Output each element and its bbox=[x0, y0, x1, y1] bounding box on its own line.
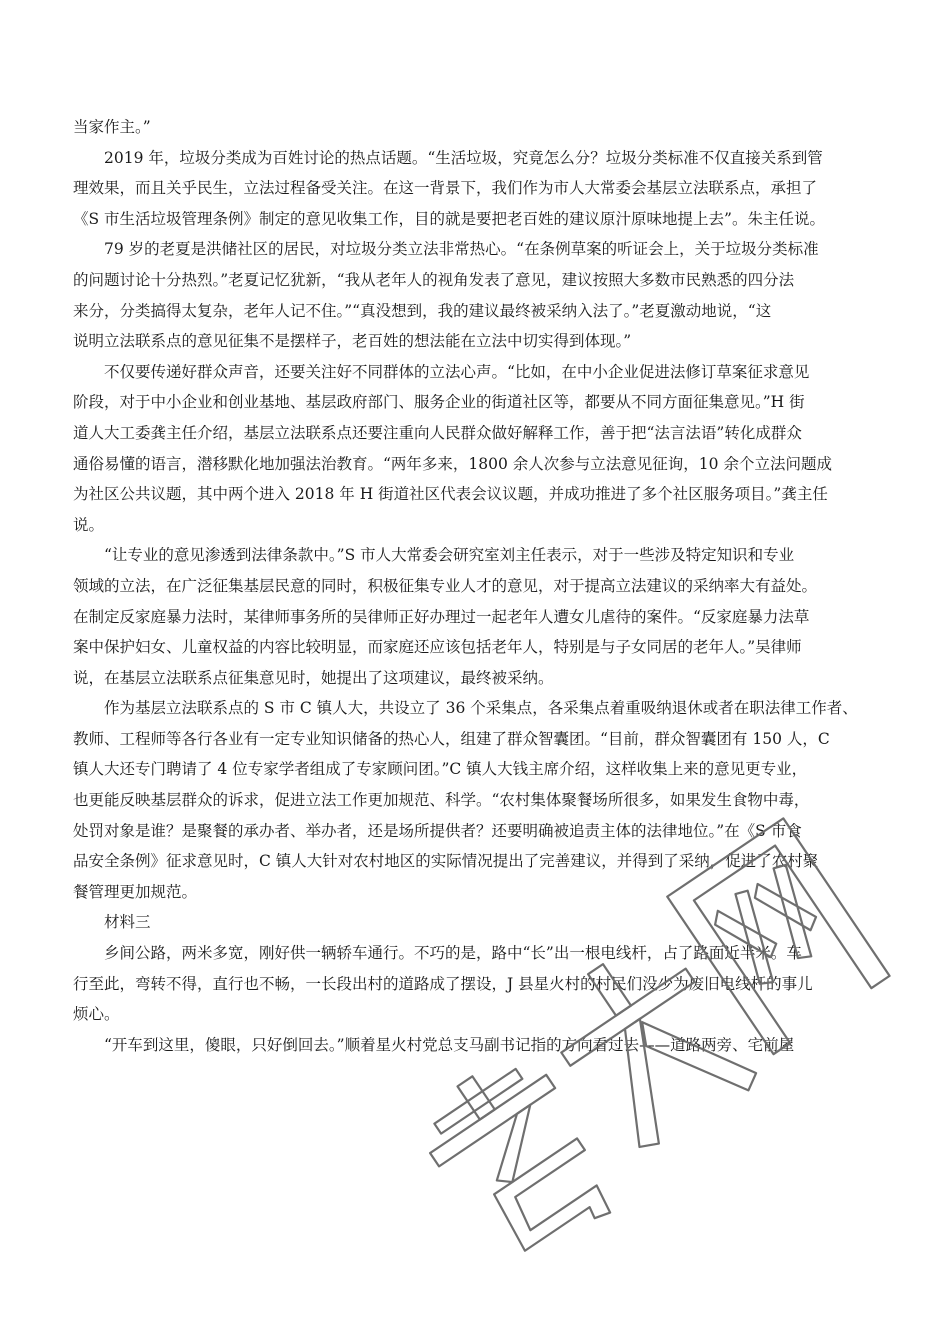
text-line: 不仅要传递好群众声音，还要关注好不同群体的立法心声。“比如，在中小企业促进法修订草案征求意见 bbox=[104, 362, 810, 381]
text-line: 的问题讨论十分热烈。”老夏记忆犹新，“我从老年人的视角发表了意见，建议按照大多数市民熟悉的四分法 bbox=[73, 270, 795, 289]
text-line: 79 岁的老夏是洪储社区的居民，对垃圾分类立法非常热心。“在条例草案的听证会上，关于垃圾分类标准 bbox=[104, 240, 819, 259]
text-line: 《S 市生活垃圾管理条例》制定的意见收集工作，目的就是要把老百姓的建议原汁原味地提上去”。朱主任说。 bbox=[73, 209, 825, 228]
text-line: 乡间公路，两米多宽，刚好供一辆轿车通行。不巧的是，路中“长”出一根电线杆，占了路面近半米。车 bbox=[104, 944, 802, 963]
text-line: 材料三 bbox=[104, 913, 151, 932]
text-line: 为社区公共议题，其中两个进入 2018 年 H 街道社区代表会议议题，并成功推进了多个社区服务项目。”龚主任 bbox=[73, 485, 828, 504]
text-line: 来分，分类搞得太复杂，老年人记不住。”“真没想到，我的建议最终被采纳入法了。”老夏激动地说，“这 bbox=[73, 301, 772, 320]
text-line: 说，在基层立法联系点征集意见时，她提出了这项建议，最终被采纳。 bbox=[73, 668, 554, 687]
text-line: 品安全条例》征求意见时，C 镇人大针对农村地区的实际情况提出了完善建议，并得到了采纳，促进了农村聚 bbox=[73, 852, 819, 871]
document-body bbox=[73, 112, 893, 1060]
text-line: 领域的立法，在广泛征集基层民意的同时，积极征集专业人才的意见，对于提高立法建议的采纳率大有益处。 bbox=[73, 576, 818, 595]
text-line: 餐管理更加规范。 bbox=[73, 882, 198, 901]
text-line: 作为基层立法联系点的 S 市 C 镇人大，共设立了 36 个采集点，各采集点着重吸纳退休或者在职法律工作者、 bbox=[104, 699, 858, 718]
text-line: 案中保护妇女、儿童权益的内容比较明显，而家庭还应该包括老年人，特别是与子女同居的老年人。”吴律师 bbox=[73, 638, 802, 657]
text-line: 行至此，弯转不得，直行也不畅，一长段出村的道路成了摆设，J 县星火村的村民们没少为废旧电线杆的事儿 bbox=[73, 974, 813, 993]
text-line: 在制定反家庭暴力法时，某律师事务所的吴律师正好办理过一起老年人遭女儿虐待的案件。“反家庭暴力法草 bbox=[73, 607, 810, 626]
text-line: 烦心。 bbox=[73, 1005, 120, 1024]
text-line: 当家作主。” bbox=[73, 118, 151, 136]
watermark-char-1 bbox=[408, 1042, 630, 1278]
text-line: “让专业的意见渗透到法律条款中。”S 市人大常委会研究室刘主任表示，对于一些涉及特定知识和专业 bbox=[104, 546, 795, 565]
text-line: 理效果，而且关乎民生，立法过程备受关注。在这一背景下，我们作为市人大常委会基层立法联系点，承担了 bbox=[73, 179, 818, 198]
text-line: 通俗易懂的语言，潜移默化地加强法治教育。“两年多来，1800 余人次参与立法意见征询，10 余个立法问题成 bbox=[73, 454, 832, 473]
text-line: “开车到这里，傻眼，只好倒回去。”顺着星火村党总支马副书记指的方向看过去——道路两旁、宅前屋 bbox=[104, 1035, 795, 1054]
text-line: 镇人大还专门聘请了 4 位专家学者组成了专家顾问团。”C 镇人大钱主席介绍，这样收集上来的意见更专业， bbox=[73, 760, 808, 779]
text-line: 说。 bbox=[73, 515, 105, 534]
text-line: 道人大工委龚主任介绍，基层立法联系点还要注重向人民群众做好解释工作，善于把“法言法语”转化成群众 bbox=[73, 423, 802, 442]
text-line: 2019 年，垃圾分类成为百姓讨论的热点话题。“生活垃圾，究竟怎么分？垃圾分类标准不仅直接关系到管 bbox=[104, 148, 823, 167]
text-line: 说明立法联系点的意见征集不是摆样子，老百姓的想法能在立法中切实得到体现。” bbox=[73, 332, 632, 351]
text-line: 处罚对象是谁？是聚餐的承办者、举办者，还是场所提供者？还要明确被追责主体的法律地位。”在《S 市食 bbox=[73, 821, 802, 840]
text-line: 也更能反映基层群众的诉求，促进立法工作更加规范、科学。“农村集体聚餐场所很多，如果发生食物中毒， bbox=[73, 791, 810, 810]
text-line: 阶段，对于中小企业和创业基地、基层政府部门、服务企业的街道社区等，都要从不同方面征集意见。”H 街 bbox=[73, 393, 805, 412]
text-line: 教师、工程师等各行各业有一定专业知识储备的热心人，组建了群众智囊团。“目前，群众智囊团有 150 人，C bbox=[73, 729, 830, 748]
